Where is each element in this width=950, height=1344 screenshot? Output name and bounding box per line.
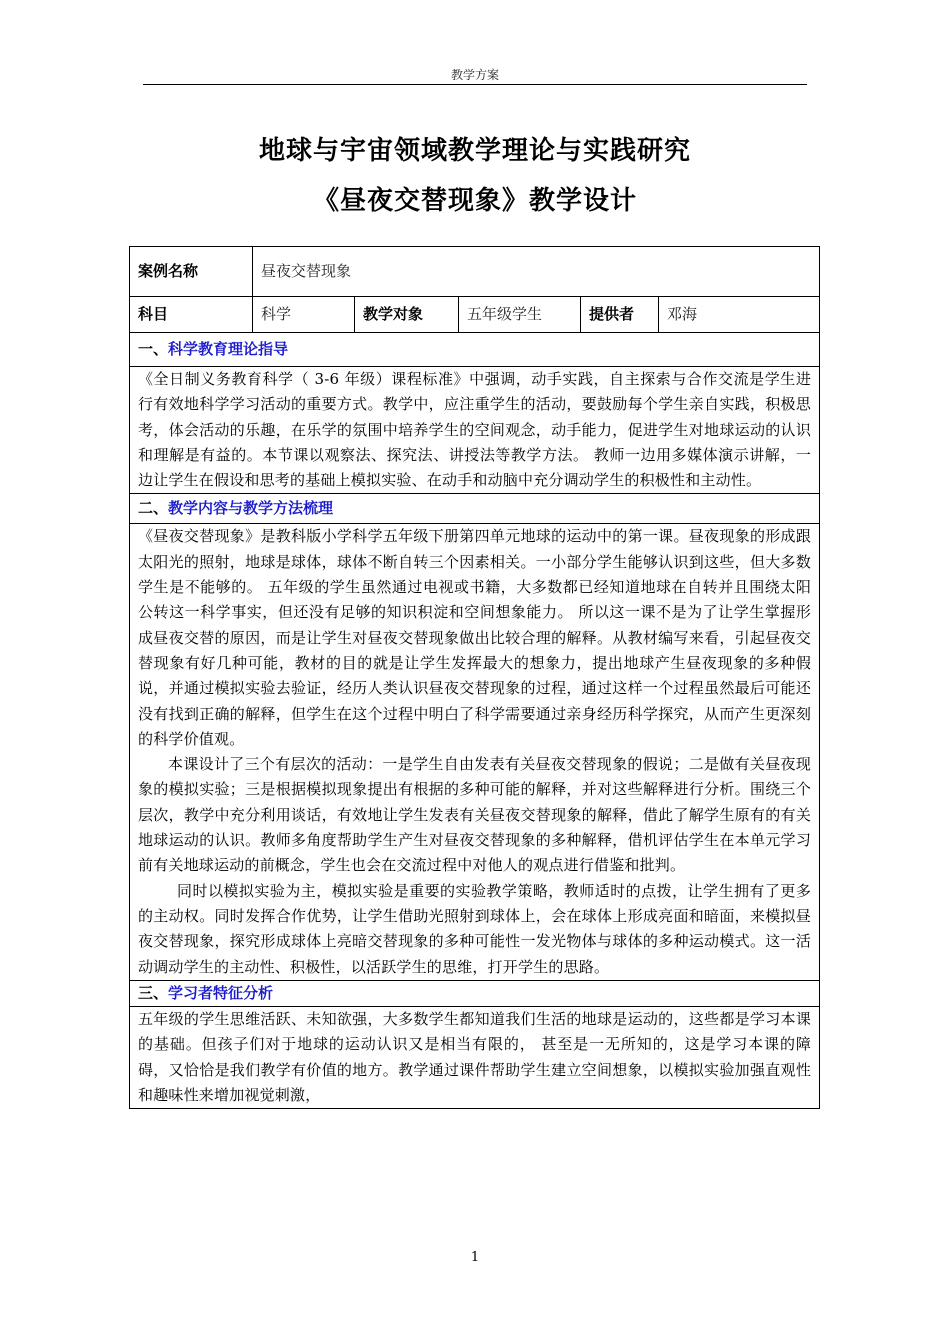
audience-label: 教学对象 [355,297,459,333]
paragraph: 同时以模拟实验为主，模拟实验是重要的实验教学策略，教师适时的点拨，让学生拥有了更多的主动权。同时发挥合作优势，让学生借助光照射到球体上，会在球体上形成亮面和暗面，来模拟昼夜交替现象，探究形成球体上亮暗交替现象的多种可能性一发光物体与球体的多种运动模式。这一活动调动学生的主动性、积极性，以活跃学生的思维，打开学生的思路。 [138,881,812,976]
provider-label: 提供者 [581,297,659,333]
section-1-body [130,367,820,494]
subject-value: 科学 [253,297,355,333]
provider-value: 邓海 [659,297,820,333]
paragraph: 本课设计了三个有层次的活动：一是学生自由发表有关昼夜交替现象的假说；二是做有关昼夜现象的模拟实验；三是根据模拟现象提出有根据的多种可能的解释，并对这些解释进行分析。围绕三个层次，教学中充分利用谈话，有效地让学生发表有关昼夜交替现象的解释，借此了解学生原有的有关地球运动的认识。教师多角度帮助学生产生对昼夜交替现象的多种解释，借机评估学生在本单元学习前有关地球运动的前概念，学生也会在交流过程中对他人的观点进行借鉴和批判。 [138,755,812,875]
header-rule [143,84,807,85]
section-1-title: 科学教育理论指导 [168,339,289,358]
section-3-heading [130,980,820,1006]
paragraph: 《昼夜交替现象》是教科版小学科学五年级下册第四单元地球的运动中的第一课。昼夜现象的形成跟太阳光的照射，地球是球体，球体不断自转三个因素相关。一小部分学生能够认识到这些，但大多数学生是不能够的。 五年级的学生虽然通过电视或书籍，大多数都已经知道地球在自转并且围绕太阳公转这一科学事实，但还没有足够的知识积淀和空间想象能力。 所以这一课不是为了让学生掌握形成昼夜交替的原因，而是让学生对昼夜交替现象做出比较合理的解释。从教材编写来看，引起昼夜交替现象有好几种可能，教材的目的就是让学生发挥最大的想象力，提出地球产生昼夜现象的多种假说，并通过模拟实验去验证，经历人类认识昼夜交替现象的过程，通过这样一个过程虽然最后可能还没有找到正确的解释，但学生在这个过程中明白了科学需要通过亲身经历科学探究，从而产生更深刻的科学价值观。 [138,527,812,748]
section-3-body [130,1007,820,1109]
paragraph: 五年级的学生思维活跃、未知欲强，大多数学生都知道我们生活的地球是运动的，这些都是学习本课的基础。但孩子们对于地球的运动认识又是相当有限的， 甚至是一无所知的，这是学习本课的障碍，又恰恰是我们教学有价值的地方。教学通过课件帮助学生建立空间想象，以模拟实验加强直观性和趣味性来增加视觉刺激， [138,1010,812,1105]
section-1-heading [130,333,820,367]
case-name-label: 案例名称 [130,247,253,297]
subject-label: 科目 [130,297,253,333]
case-name-value: 昼夜交替现象 [253,247,820,297]
page-number: 1 [470,1250,480,1265]
lesson-plan-table [129,246,820,1109]
section-1-number: 一、 [138,339,169,358]
section-2-number: 二、 [138,499,169,518]
paragraph: 《全日制义务教育科学（ 3-6 年级）课程标准》中强调，动手实践，自主探索与合作交流是学生进行有效地科学学习活动的重要方式。教学中，应注重学生的活动，要鼓励每个学生亲自实践，积极思考，体会活动的乐趣，在乐学的氛围中培养学生的空间观念，动手能力，促进学生对地球运动的认识和理解是有益的。本节课以观察法、探究法、讲授法等教学方法。 教师一边用多媒体演示讲解，一边让学生在假设和思考的基础上模拟实验、在动手和动脑中充分调动学生的积极性和主动性。 [138,370,812,490]
section-2-title: 教学内容与教学方法梳理 [168,499,334,518]
audience-value: 五年级学生 [459,297,581,333]
section-3-number: 三、 [138,983,169,1002]
page-header: 教学方案 [450,68,499,82]
section-2-heading [130,494,820,524]
document-title: 地球与宇宙领域教学理论与实践研究 [258,136,691,166]
document-subtitle: 《昼夜交替现象》教学设计 [312,186,637,216]
section-2-body [130,524,820,980]
section-3-title: 学习者特征分析 [168,983,274,1002]
